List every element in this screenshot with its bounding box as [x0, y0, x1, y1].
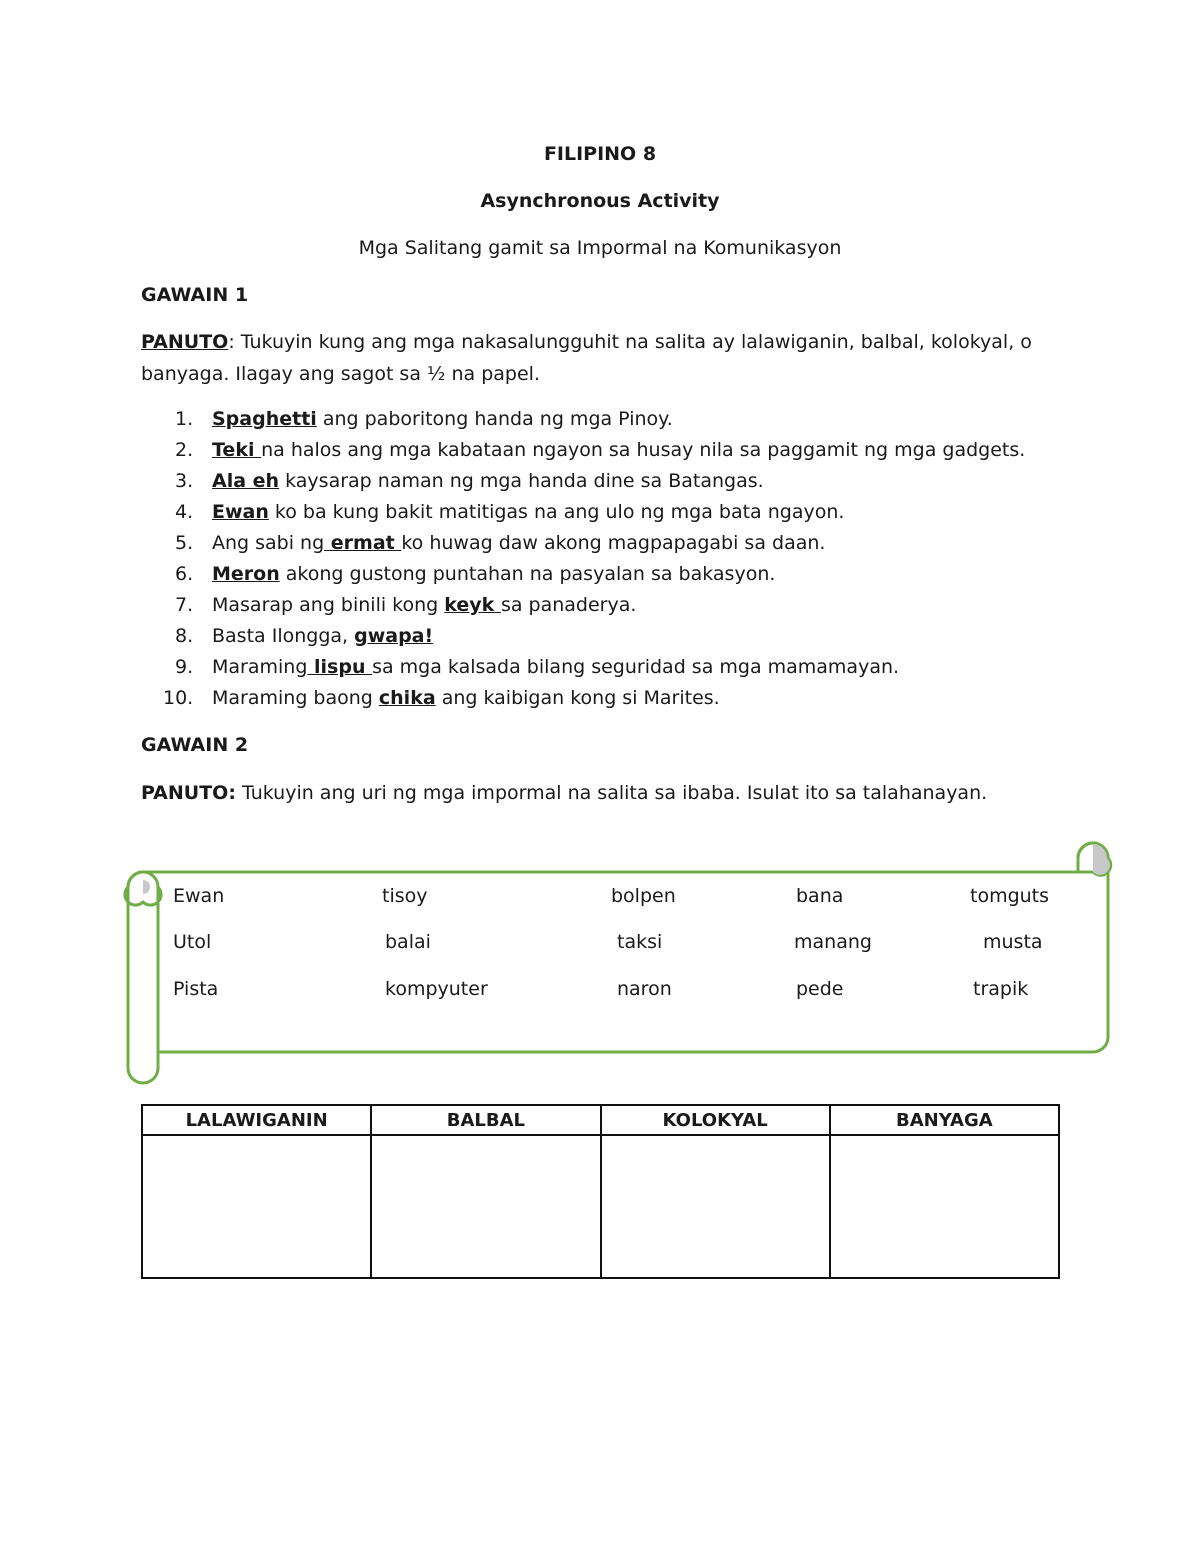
item-text-after: ang kaibigan kong si Marites.	[435, 687, 720, 709]
word-bank-word: trapik	[973, 978, 1029, 1000]
item-number: 6.	[175, 563, 194, 585]
instruction-text: : Tukuyin kung ang mga nakasalungguhit na salita ay lalawiganin, balbal, kolokyal, o banyaga. Ilagay ang sagot sa ½ na papel.	[141, 331, 1032, 385]
word-bank-word: balai	[385, 931, 431, 953]
item-text-before: Maraming	[212, 656, 308, 678]
item-number: 2.	[175, 439, 194, 461]
underlined-word: Ala eh	[212, 470, 280, 492]
instruction-label: PANUTO	[141, 331, 229, 353]
scroll-curl-shade	[1093, 844, 1110, 875]
underlined-word: chika	[378, 687, 436, 709]
item-number: 9.	[175, 656, 194, 678]
underlined-word: lispu	[307, 656, 373, 678]
word-bank-word: musta	[983, 931, 1043, 953]
word-bank-word: pede	[796, 978, 844, 1000]
answer-cell-kolokyal[interactable]	[601, 1135, 830, 1278]
column-header-balbal: BALBAL	[371, 1105, 600, 1135]
column-header-lalawiganin: LALAWIGANIN	[142, 1105, 371, 1135]
scroll-frame	[128, 843, 1108, 1083]
gawain-1-heading: GAWAIN 1	[141, 284, 249, 306]
item-number: 10.	[163, 687, 194, 709]
underlined-word: ermat	[324, 532, 402, 554]
instruction-text: Tukuyin ang uri ng mga impormal na salita sa ibaba. Isulat ito sa talahanayan.	[235, 782, 988, 804]
gawain-2-heading: GAWAIN 2	[141, 734, 249, 756]
answer-cell-banyaga[interactable]	[830, 1135, 1059, 1278]
item-number: 8.	[175, 625, 194, 647]
topic-title: Mga Salitang gamit sa Impormal na Komunikasyon	[358, 237, 842, 259]
word-bank-word: Ewan	[173, 885, 225, 907]
word-bank-word: kompyuter	[385, 978, 488, 1000]
subject-title: FILIPINO 8	[543, 143, 657, 165]
word-bank-word: naron	[617, 978, 672, 1000]
column-header-banyaga: BANYAGA	[830, 1105, 1059, 1135]
underlined-word: Spaghetti	[212, 408, 317, 430]
item-number: 7.	[175, 594, 194, 616]
word-bank-word: taksi	[617, 931, 663, 953]
word-bank-word: bana	[796, 885, 844, 907]
item-text-after: sa mga kalsada bilang seguridad sa mga mamamayan.	[372, 656, 900, 678]
item-text-after: na halos ang mga kabataan ngayon sa husay nila sa paggamit ng mga gadgets.	[261, 439, 1026, 461]
word-bank-word: manang	[794, 931, 872, 953]
word-bank-word: Utol	[173, 931, 212, 953]
answer-cell-balbal[interactable]	[371, 1135, 600, 1278]
word-bank-word: tomguts	[970, 885, 1050, 907]
item-text-after: kaysarap naman ng mga handa dine sa Batangas.	[279, 470, 764, 492]
scroll-curl-shade	[143, 880, 150, 894]
table-row	[142, 1135, 1059, 1278]
item-text-before: Ang sabi ng	[212, 532, 325, 554]
instruction-label: PANUTO:	[141, 782, 236, 804]
item-text-after: sa panaderya.	[500, 594, 637, 616]
underlined-word: keyk	[444, 594, 501, 616]
underlined-word: Teki	[212, 439, 262, 461]
item-text-after: akong gustong puntahan na pasyalan sa bakasyon.	[279, 563, 776, 585]
item-text-after: ko huwag daw akong magpapagabi sa daan.	[401, 532, 826, 554]
item-text-after: ko ba kung bakit matitigas na ang ulo ng mga bata ngayon.	[268, 501, 845, 523]
item-number: 4.	[175, 501, 194, 523]
word-bank-word: tisoy	[382, 885, 428, 907]
table-header-row	[142, 1105, 1059, 1135]
item-number: 1.	[175, 408, 194, 430]
word-bank-word: bolpen	[611, 885, 676, 907]
underlined-word: Ewan	[212, 501, 269, 523]
item-text-after: ang paboritong handa ng mga Pinoy.	[316, 408, 673, 430]
column-header-kolokyal: KOLOKYAL	[601, 1105, 830, 1135]
item-number: 5.	[175, 532, 194, 554]
item-text-before: Maraming baong	[212, 687, 379, 709]
activity-title: Asynchronous Activity	[480, 190, 720, 212]
word-bank-word: Pista	[173, 978, 219, 1000]
item-text-before: Masarap ang binili kong	[212, 594, 445, 616]
item-number: 3.	[175, 470, 194, 492]
underlined-word: gwapa!	[354, 625, 434, 647]
item-text-before: Basta Ilongga,	[212, 625, 355, 647]
underlined-word: Meron	[212, 563, 280, 585]
answer-cell-lalawiganin[interactable]	[142, 1135, 371, 1278]
answer-table	[141, 1104, 1060, 1279]
